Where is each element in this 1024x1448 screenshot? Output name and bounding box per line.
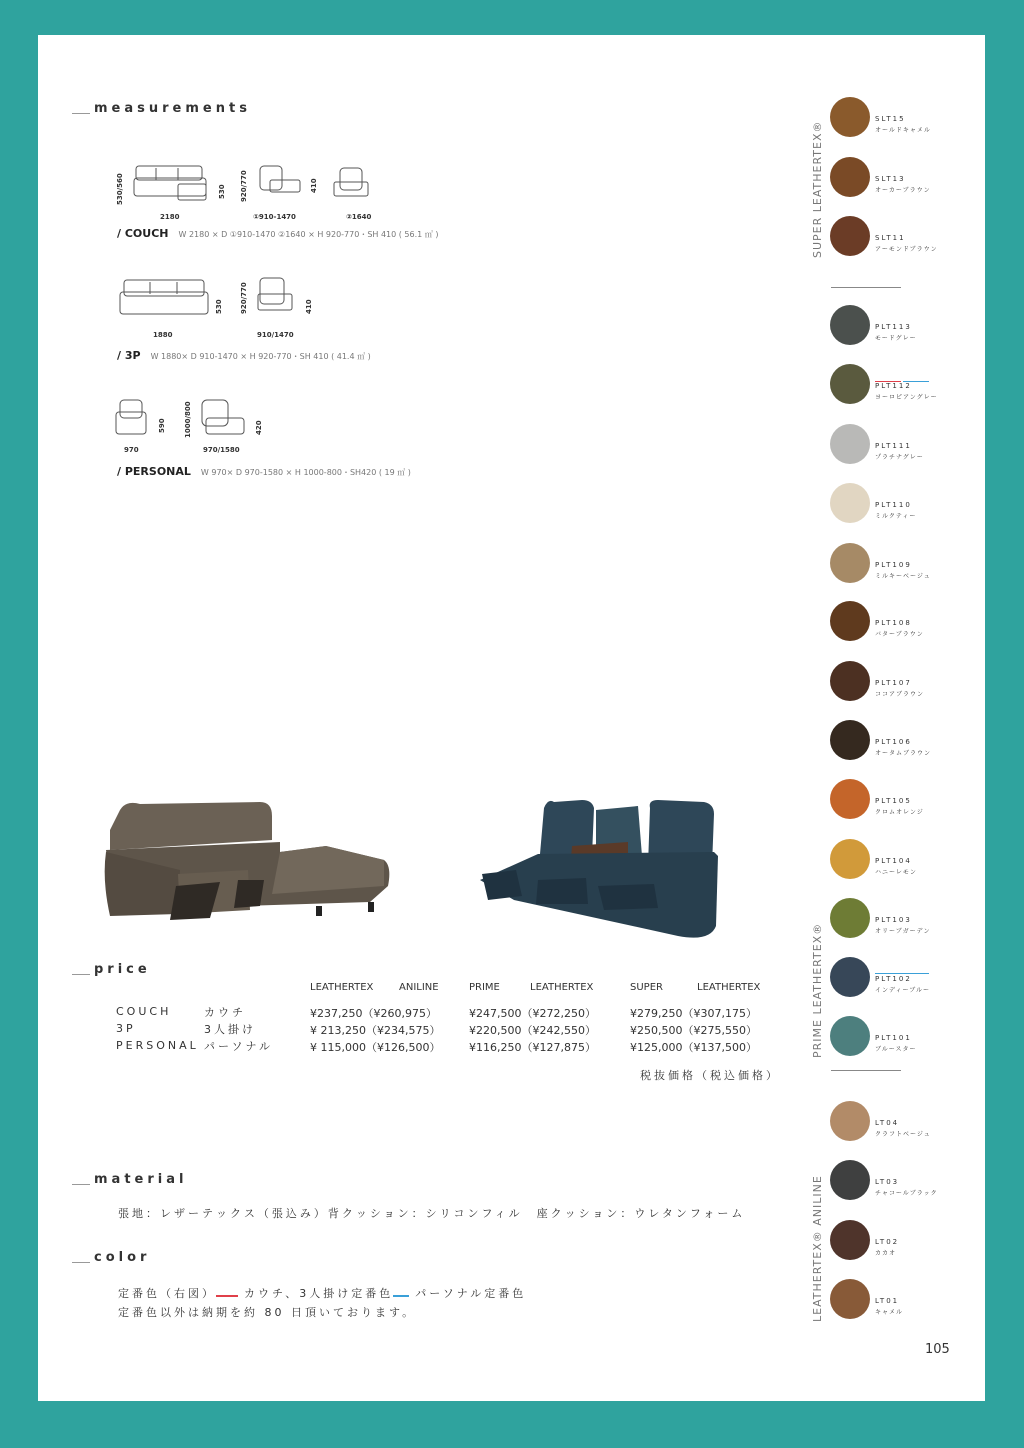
price-cell: ¥ 115,000（¥126,500） <box>310 1041 441 1054</box>
price-row-jp: パーソナル <box>204 1040 274 1053</box>
price-cell: ¥237,250（¥260,975） <box>310 1007 437 1020</box>
swatch-slt11 <box>830 216 870 256</box>
price-cell: ¥247,500（¥272,250） <box>469 1007 596 1020</box>
personal-depth-label: 970/1580 <box>203 446 240 454</box>
prime-leathertex-label: PRIME LEATHERTEX® <box>811 922 824 1058</box>
swatch-code: PLT107 <box>875 679 912 687</box>
couch-sh-label: 410 <box>310 178 318 193</box>
3p-photo <box>478 796 723 944</box>
section-rule <box>72 113 90 114</box>
swatch-name: オータムブラウン <box>875 750 932 757</box>
swatch-code: PLT108 <box>875 619 912 627</box>
couch-back-label: 920/770 <box>240 170 248 202</box>
material-text: 張地：レザーテックス（張込み）背クッション：シリコンフィル 座クッション：ウレタンフォーム <box>118 1207 746 1220</box>
swatch-name: オーカーブラウン <box>875 187 931 194</box>
standard-color-mark <box>903 381 929 382</box>
swatch-code: PLT101 <box>875 1034 912 1042</box>
swatch-name: クロムオレンジ <box>875 809 924 816</box>
swatch-code: PLT110 <box>875 501 912 509</box>
price-cell: ¥279,250（¥307,175） <box>630 1007 757 1020</box>
swatch-plt107 <box>830 661 870 701</box>
3p-spec: W 1880× D 910-1470 × H 920-770・SH 410 ( 41.4 ㎥ ) <box>150 352 371 361</box>
swatch-name: オールドキャメル <box>875 127 931 134</box>
price-row-jp: カウチ <box>204 1006 246 1019</box>
aniline-label: LEATHERTEX® ANILINE <box>811 1175 824 1322</box>
group-divider <box>831 1070 901 1071</box>
price-heading: price <box>94 962 151 977</box>
price-cell: ¥ 213,250（¥234,575） <box>310 1024 441 1037</box>
price-header-4: LEATHERTEX <box>530 982 594 993</box>
price-cell: ¥125,000（¥137,500） <box>630 1041 757 1054</box>
swatch-name: クラフトベージュ <box>875 1131 931 1138</box>
swatch-name: プラチナグレー <box>875 454 924 461</box>
couch-height-label: 530/560 <box>116 173 124 205</box>
swatch-name: カカオ <box>875 1250 897 1257</box>
3p-title: / 3P W 1880× D 910-1470 × H 920-770・SH 410 ( 41.4 ㎥ ) <box>117 349 371 362</box>
section-rule <box>72 1184 90 1185</box>
swatch-plt113 <box>830 305 870 345</box>
personal-spec: W 970× D 970-1580 × H 1000-800・SH420 ( 19 ㎥ ) <box>200 468 411 477</box>
couch-seat-label: 530 <box>218 184 226 199</box>
super-leathertex-label: SUPER LEATHERTEX® <box>811 120 824 258</box>
measurements-heading: measurements <box>94 101 251 116</box>
section-rule <box>72 1262 90 1263</box>
swatch-code: LT04 <box>875 1119 900 1127</box>
standard-color-mark <box>875 381 901 382</box>
swatch-plt105 <box>830 779 870 819</box>
swatch-code: PLT102 <box>875 975 912 983</box>
personal-back-label: 1000/800 <box>184 401 192 438</box>
color-note-line2: 定番色以外は納期を約 80 日頂いております。 <box>118 1306 417 1319</box>
swatch-code: SLT15 <box>875 115 906 123</box>
page-number: 105 <box>925 1342 950 1357</box>
couch-depth1-label: ①910-1470 <box>253 213 296 221</box>
price-cell: ¥220,500（¥242,550） <box>469 1024 596 1037</box>
price-cell: ¥116,250（¥127,875） <box>469 1041 596 1054</box>
standard-color-mark <box>875 973 929 974</box>
swatch-code: LT03 <box>875 1178 900 1186</box>
color-note-standard: 定番色（右図） <box>118 1287 216 1300</box>
swatch-plt112 <box>830 364 870 404</box>
swatch-plt108 <box>830 601 870 641</box>
swatch-lt01 <box>830 1279 870 1319</box>
swatch-name: インディーブルー <box>875 987 930 994</box>
swatch-code: PLT109 <box>875 561 912 569</box>
swatch-code: PLT106 <box>875 738 912 746</box>
couch-spec: W 2180 × D ①910-1470 ②1640 × H 920-770・SH 410 ( 56.1 ㎥ ) <box>178 230 439 239</box>
couch-diagram <box>130 160 390 210</box>
personal-width-label: 970 <box>124 446 139 454</box>
swatch-plt101 <box>830 1016 870 1056</box>
swatch-name: オリーブガーデン <box>875 928 931 935</box>
color-note-line1 <box>118 1285 526 1301</box>
swatch-code: PLT112 <box>875 382 912 390</box>
swatch-plt110 <box>830 483 870 523</box>
swatch-plt103 <box>830 898 870 938</box>
swatch-plt111 <box>830 424 870 464</box>
swatch-code: LT02 <box>875 1238 900 1246</box>
couch-depth2-label: ②1640 <box>346 213 372 221</box>
swatch-lt02 <box>830 1220 870 1260</box>
couch-width-label: 2180 <box>160 213 180 221</box>
price-row-en: COUCH <box>116 1005 172 1018</box>
3p-sh-label: 410 <box>305 299 313 314</box>
swatch-name: チャコールブラック <box>875 1190 938 1197</box>
blue-underline <box>393 1295 409 1297</box>
swatch-code: SLT11 <box>875 234 906 242</box>
swatch-name: ブルースター <box>875 1046 917 1053</box>
price-header-2: ANILINE <box>399 982 439 993</box>
personal-sh-label: 420 <box>255 420 263 435</box>
3p-seat-label: 530 <box>215 299 223 314</box>
swatch-name: ココアブラウン <box>875 691 925 698</box>
color-note-personal: パーソナル定番色 <box>415 1287 527 1300</box>
swatch-name: ハニーレモン <box>875 869 917 876</box>
personal-diagram <box>112 396 272 442</box>
swatch-code: SLT13 <box>875 175 906 183</box>
personal-title: / PERSONAL W 970× D 970-1580 × H 1000-800・SH420 ( 19 ㎥ ) <box>117 465 411 478</box>
red-underline <box>216 1295 238 1297</box>
price-header-5: SUPER <box>630 982 663 993</box>
swatch-name: ミルクティー <box>875 513 917 520</box>
swatch-name: アーモンドブラウン <box>875 246 938 253</box>
personal-seat-label: 590 <box>158 418 166 433</box>
swatch-name: ミルキーベージュ <box>875 573 931 580</box>
swatch-code: LT01 <box>875 1297 900 1305</box>
material-heading: material <box>94 1172 188 1187</box>
price-header-3: PRIME <box>469 982 500 993</box>
swatch-slt15 <box>830 97 870 137</box>
swatch-name: バターブラウン <box>875 631 924 638</box>
price-note: 税抜価格（税込価格） <box>640 1069 780 1082</box>
group-divider <box>831 287 901 288</box>
swatch-name: キャメル <box>875 1309 904 1316</box>
swatch-plt106 <box>830 720 870 760</box>
couch-photo <box>100 790 390 930</box>
section-rule <box>72 974 90 975</box>
swatch-code: PLT103 <box>875 916 912 924</box>
swatch-code: PLT113 <box>875 323 912 331</box>
couch-title: / COUCH W 2180 × D ①910-1470 ②1640 × H 920-770・SH 410 ( 56.1 ㎥ ) <box>117 227 439 240</box>
price-header-1: LEATHERTEX <box>310 982 374 993</box>
swatch-lt03 <box>830 1160 870 1200</box>
swatch-plt102 <box>830 957 870 997</box>
price-row-jp: 3人掛け <box>204 1023 256 1036</box>
price-row-en: 3P <box>116 1022 136 1035</box>
price-header-6: LEATHERTEX <box>697 982 761 993</box>
3p-depth-label: 910/1470 <box>257 331 294 339</box>
swatch-lt04 <box>830 1101 870 1141</box>
3p-back-label: 920/770 <box>240 282 248 314</box>
swatch-code: PLT104 <box>875 857 912 865</box>
swatch-code: PLT105 <box>875 797 912 805</box>
price-row-en: PERSONAL <box>116 1039 199 1052</box>
swatch-slt13 <box>830 157 870 197</box>
color-heading: color <box>94 1250 151 1265</box>
swatch-name: ヨーロピアングレー <box>875 394 938 401</box>
3p-width-label: 1880 <box>153 331 173 339</box>
color-note-couch-3p: カウチ、3人掛け定番色 <box>244 1287 394 1300</box>
swatch-plt104 <box>830 839 870 879</box>
price-cell: ¥250,500（¥275,550） <box>630 1024 757 1037</box>
swatch-code: PLT111 <box>875 442 912 450</box>
swatch-name: モードグレー <box>875 335 917 342</box>
swatch-plt109 <box>830 543 870 583</box>
